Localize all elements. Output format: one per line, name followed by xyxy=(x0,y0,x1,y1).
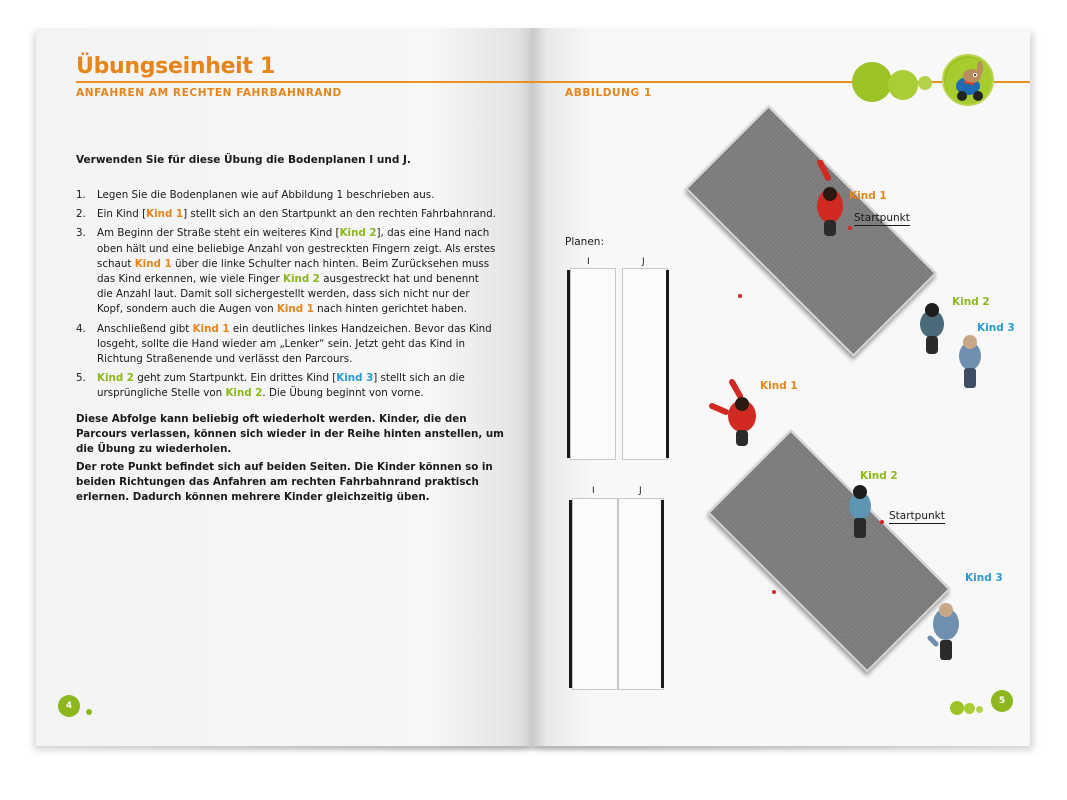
plan-top-label-i: I xyxy=(587,257,590,267)
label-kind2-bottom: Kind 2 xyxy=(860,470,898,482)
step-item xyxy=(76,188,496,203)
decorative-dot-a xyxy=(950,701,964,715)
kind-reference: Kind 1 xyxy=(192,322,230,335)
decorative-circle-small xyxy=(918,76,932,90)
step-item xyxy=(76,371,496,401)
mat-bottom xyxy=(707,429,950,672)
step-text: ] stellt sich an die ursprüngliche Stelle von xyxy=(97,372,465,400)
plan-bottom-i xyxy=(572,498,618,690)
kind-reference: Kind 1 xyxy=(146,208,184,221)
label-kind2-top: Kind 2 xyxy=(952,296,990,308)
child-1-top xyxy=(802,160,852,240)
step-text: ein deutliches linkes Handzeichen. Bevor das Kind losgeht, sollte die Hand wieder am „Lenker“ sein. Jetzt geht das Kind in Richtung Straßenende und verlässt den Parcours. xyxy=(97,322,492,366)
label-startpunkt-top: Startpunkt xyxy=(854,212,910,224)
step-number: 4. xyxy=(76,322,86,335)
kind-reference: Kind 1 xyxy=(276,303,314,316)
right-page xyxy=(532,28,1030,746)
startpunkt-dot-bottom xyxy=(880,520,884,524)
mascot-logo xyxy=(942,54,994,106)
plan-bottom-left-bar xyxy=(569,500,572,688)
kind-reference: Kind 2 xyxy=(282,273,320,286)
kind-reference: Kind 2 xyxy=(97,372,134,385)
red-dot-bottom-far xyxy=(772,590,776,594)
step-item xyxy=(76,207,496,222)
page-number-badge: 4 xyxy=(58,695,80,717)
left-page xyxy=(36,28,532,746)
step-text: Ein Kind [ xyxy=(97,208,147,221)
step-text: . Die Übung beginnt von vorne. xyxy=(262,387,424,400)
plan-bottom-right-bar xyxy=(661,500,664,688)
decorative-dot xyxy=(86,709,92,715)
child-2-top xyxy=(912,298,952,362)
red-dot-top-far xyxy=(738,294,742,298)
label-kind1-top: Kind 1 xyxy=(849,190,887,202)
page-subtitle: ANFAHREN AM RECHTEN FAHRBAHNRAND xyxy=(76,87,342,99)
label-kind1-bottom: Kind 1 xyxy=(760,380,798,392)
step-number: 3. xyxy=(76,227,86,240)
plan-top-left-bar xyxy=(567,270,570,458)
intro-text: Verwenden Sie für diese Übung die Bodenplanen I und J. xyxy=(76,154,411,166)
plan-top-right-bar xyxy=(666,270,669,458)
page-number-badge-right: 5 xyxy=(991,690,1013,712)
step-text: ] stellt sich an den Startpunkt an den rechten Fahrbahnrand. xyxy=(183,208,496,221)
step-number: 2. xyxy=(76,208,86,221)
label-kind3-bottom: Kind 3 xyxy=(965,572,1003,584)
step-text: geht zum Startpunkt. Ein drittes Kind [ xyxy=(133,372,337,385)
decorative-dot-c xyxy=(976,706,983,713)
kind-reference: Kind 2 xyxy=(225,387,263,400)
child-3-top xyxy=(952,328,988,394)
paragraph-red-dot: Der rote Punkt befindet sich auf beiden Seiten. Die Kinder können so in beiden Richtungen das Anfahren am rechten Fahrbahnrand praktisch erlernen. Dadurch können mehrere Kinder gleichzeitig üben. xyxy=(76,461,493,504)
step-text: Am Beginn der Straße steht ein weiteres Kind [ xyxy=(97,227,340,240)
step-text: ausgestreckt hat und benennt die Anzahl laut. Damit soll sichergestellt werden, dass sich nicht nur der Kopf, sondern auch die Augen von xyxy=(97,273,479,316)
step-item xyxy=(76,226,496,317)
plan-bottom-label-i: I xyxy=(592,486,595,496)
plan-top-j xyxy=(622,268,668,460)
kind-reference: Kind 1 xyxy=(134,257,172,270)
label-startpunkt-bottom: Startpunkt xyxy=(889,510,945,522)
label-kind3-top: Kind 3 xyxy=(977,322,1015,334)
title-underline xyxy=(76,81,532,83)
decorative-circle-large xyxy=(852,62,892,102)
plan-bottom-label-j: J xyxy=(639,486,642,496)
figure-title: ABBILDUNG 1 xyxy=(565,87,652,99)
paragraph-repeat: Diese Abfolge kann beliebig oft wiederholt werden. Kinder, die den Parcours verlassen, können sich wieder in der Reihe hinten anstellen, um die Übung zu wiederholen. xyxy=(76,413,504,456)
planen-label: Planen: xyxy=(565,236,604,248)
step-text: Anschließend gibt xyxy=(97,322,193,335)
child-3-bottom xyxy=(922,598,968,668)
plan-bottom-j xyxy=(618,498,664,690)
step-text: nach hinten gerichtet haben. xyxy=(313,303,467,316)
plan-top-label-j: J xyxy=(642,257,645,267)
step-text: Legen Sie die Bodenplanen wie auf Abbildung 1 beschrieben aus. xyxy=(97,189,435,201)
kind-reference: Kind 3 xyxy=(336,372,374,385)
step-item xyxy=(76,322,496,368)
step-number: 5. xyxy=(76,372,86,385)
step-number: 1. xyxy=(76,189,86,201)
step-text: ], das eine Hand nach oben hält und eine beliebige Anzahl von gestreckten Fingern zeigt. Als erstes schaut xyxy=(97,227,496,270)
steps-list xyxy=(76,188,496,406)
step-text: über die linke Schulter nach hinten. Beim Zurücksehen muss das Kind erkennen, wie viele Finger xyxy=(97,257,490,286)
page-title: Übungseinheit 1 xyxy=(76,54,276,79)
child-2-bottom xyxy=(842,478,878,542)
plan-top-i xyxy=(570,268,616,460)
decorative-dot-b xyxy=(964,703,975,714)
decorative-circle-medium xyxy=(888,70,918,100)
kind-reference: Kind 2 xyxy=(339,227,377,240)
